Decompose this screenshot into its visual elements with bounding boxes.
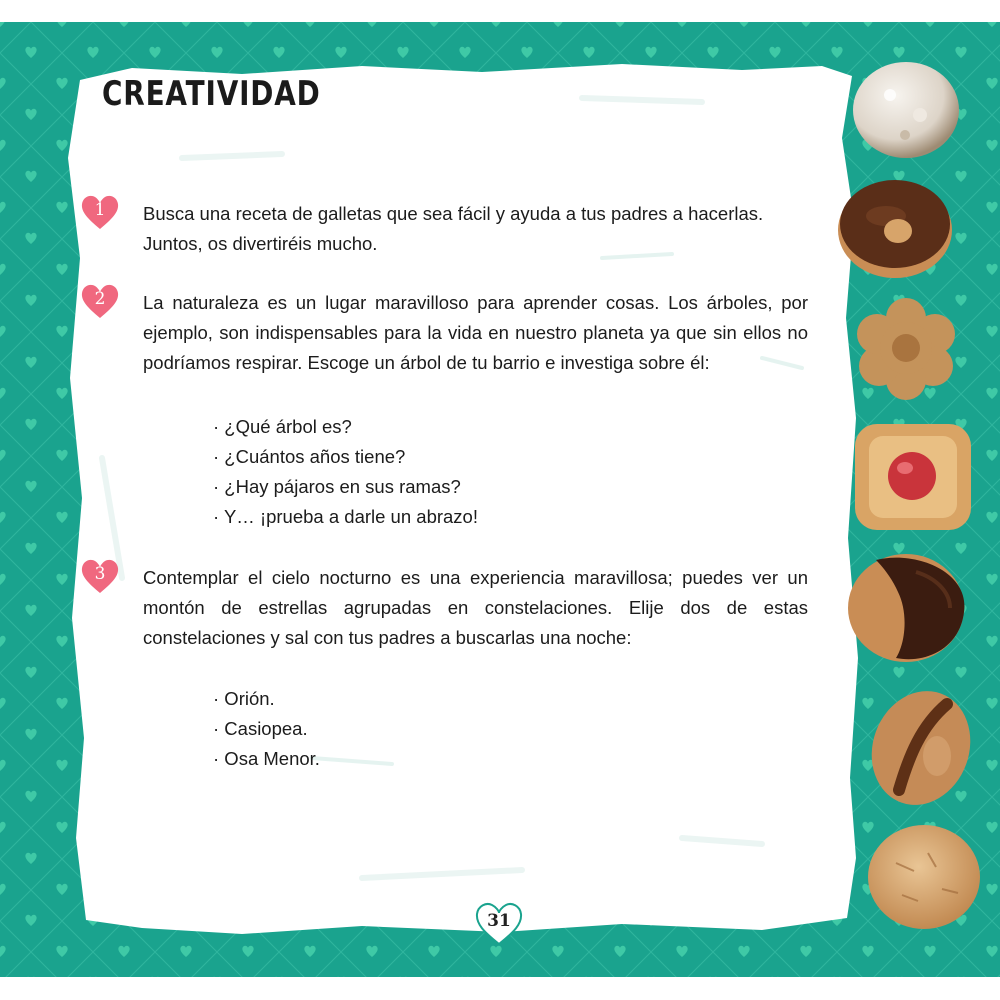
page-number: [474, 900, 524, 946]
list-item: · Osa Menor.: [213, 748, 320, 769]
number-heart-3: [80, 557, 120, 595]
number-heart-1: [80, 193, 120, 231]
activity-2-text: La naturaleza es un lugar maravilloso para aprender cosas. Los árboles, por ejemplo, son indispensables para la vida en nuestro planeta ya que sin ellos no podríamos respirar. Escoge un árbol de tu barrio e investiga sobre él:: [143, 292, 808, 373]
activity-number: 1: [94, 200, 106, 220]
flower-cookie-icon: [853, 296, 959, 400]
constellations-list: [213, 684, 320, 774]
tree-questions-list: [213, 412, 478, 532]
list-item: · ¿Qué árbol es?: [213, 416, 352, 437]
list-item: · ¿Hay pájaros en sus ramas?: [213, 476, 461, 497]
activity-1-text: Busca una receta de galletas que sea fácil y ayuda a tus padres a hacerlas. Juntos, os divertiréis mucho.: [143, 203, 764, 254]
list-item: · ¿Cuántos años tiene?: [213, 446, 406, 467]
list-item: · Orión.: [213, 688, 275, 709]
page-number-text: 31: [487, 911, 511, 931]
number-heart-2: [80, 282, 120, 320]
activity-3-text: Contemplar el cielo nocturno es una experiencia maravillosa; puedes ver un montón de estrellas agrupadas en constelaciones. Elije dos de estas constelaciones y sal con tus padres a buscarlas una noche:: [143, 567, 808, 648]
page-title: CREATIVIDAD: [102, 74, 321, 114]
chocolate-dipped-cookie-icon: [846, 552, 970, 664]
list-item: · Y… ¡prueba a darle un abrazo!: [213, 506, 478, 527]
activity-number: 2: [94, 289, 106, 309]
chocolate-ring-cookie-icon: [836, 176, 954, 280]
activity-number: 3: [94, 564, 106, 584]
list-item: · Casiopea.: [213, 718, 308, 739]
almond-cookie-icon: [866, 823, 982, 931]
cocoa-stripe-cookie-icon: [869, 686, 973, 810]
jam-square-cookie-icon: [847, 418, 977, 536]
coconut-cookie-icon: [850, 60, 962, 160]
